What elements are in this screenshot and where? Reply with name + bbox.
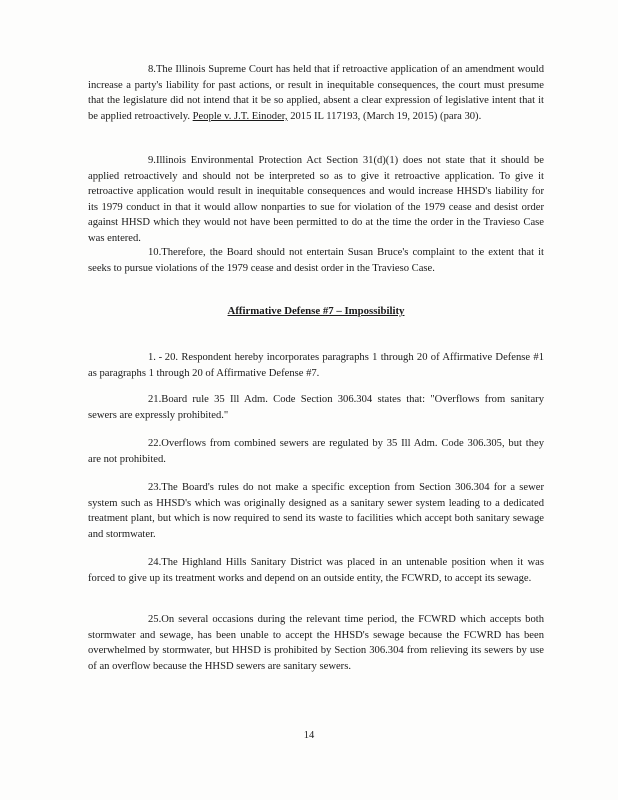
case-citation: People v. J.T. Einoder, [192, 110, 288, 122]
paragraph-text: The Board's rules do not make a specific exception from Section 306.304 for a sewer system such as HHSD's which was originally designed as a sanitary sewer system leading to a dedicated treatment plant, but which is now required to send its waste to facilities which accept both sanitary sewage and stormwater. [88, 482, 544, 540]
paragraph-number: 8. [148, 64, 156, 75]
paragraph-text: Board rule 35 Ill Adm. Code Section 306.304 states that: "Overflows from sanitary sewers are expressly prohibited." [88, 394, 544, 421]
paragraph-1-20 [88, 350, 544, 381]
paragraph-number: 9. [148, 155, 156, 166]
paragraph-10 [88, 245, 544, 276]
paragraph-9 [88, 153, 544, 247]
paragraph-number: 23. [148, 482, 162, 493]
paragraph-text: Respondent hereby incorporates paragraphs 1 through 20 of Affirmative Defense #1 as paragraphs 1 through 20 of Affirmative Defense #7. [88, 352, 545, 379]
paragraph-text: The Highland Hills Sanitary District was placed in an untenable position when it was forced to give up its treatment works and depend on an outside entity, the FCWRD, to accept its sewage. [88, 557, 544, 584]
paragraph-number: 10. [148, 247, 162, 258]
paragraph-text: Overflows from combined sewers are regulated by 35 Ill Adm. Code 306.305, but they are not prohibited. [88, 438, 544, 465]
paragraph-21 [88, 392, 544, 423]
paragraph-8 [88, 62, 544, 124]
paragraph-number: 22. [148, 438, 162, 449]
paragraph-text: Illinois Environmental Protection Act Section 31(d)(1) does not state that it should be applied retroactively and should not be interpreted so as to give it retroactive application. To give it retroactive application would result in inequitable consequences and would increase HHSD's liability for its 1979 conduct in that it would allow nonparties to sue for violation of the 1979 cease and desist order against HHSD which they would not have been permitted to do at the time the order in the Travieso Case was entered. [88, 155, 544, 244]
paragraph-number: 1. - 20. [148, 352, 179, 363]
page-number: 14 [303, 730, 315, 741]
section-heading: Affirmative Defense #7 – Impossibility [227, 305, 405, 317]
paragraph-number: 25. [148, 614, 162, 625]
paragraph-number: 24. [148, 557, 162, 568]
paragraph-23 [88, 480, 544, 542]
paragraph-25 [88, 612, 544, 674]
paragraph-text: Therefore, the Board should not entertain Susan Bruce's complaint to the extent that it seeks to pursue violations of the 1979 cease and desist order in the Travieso Case. [88, 247, 544, 274]
paragraph-text: On several occasions during the relevant time period, the FCWRD which accepts both stormwater and sewage, has been unable to accept the HHSD's sewage because the FCWRD has been overwhelmed by stormwater, but HHSD is prohibited by Section 306.304 from relieving its sewers by use of an overflow because the HHSD sewers are sanitary sewers. [88, 614, 544, 672]
citation-detail: 2015 IL 117193, (March 19, 2015) (para 30). [290, 110, 482, 122]
paragraph-number: 21. [148, 394, 162, 405]
paragraph-text: The Illinois Supreme Court has held that if retroactive application of an amendment would increase a party's liability for past actions, or result in inequitable consequences, the court must presume that the legislature did not intend that it be so applied, absent a clear expression of legislative intent that it be applied retroactively. [88, 64, 544, 122]
paragraph-24 [88, 555, 544, 586]
paragraph-22 [88, 436, 544, 467]
